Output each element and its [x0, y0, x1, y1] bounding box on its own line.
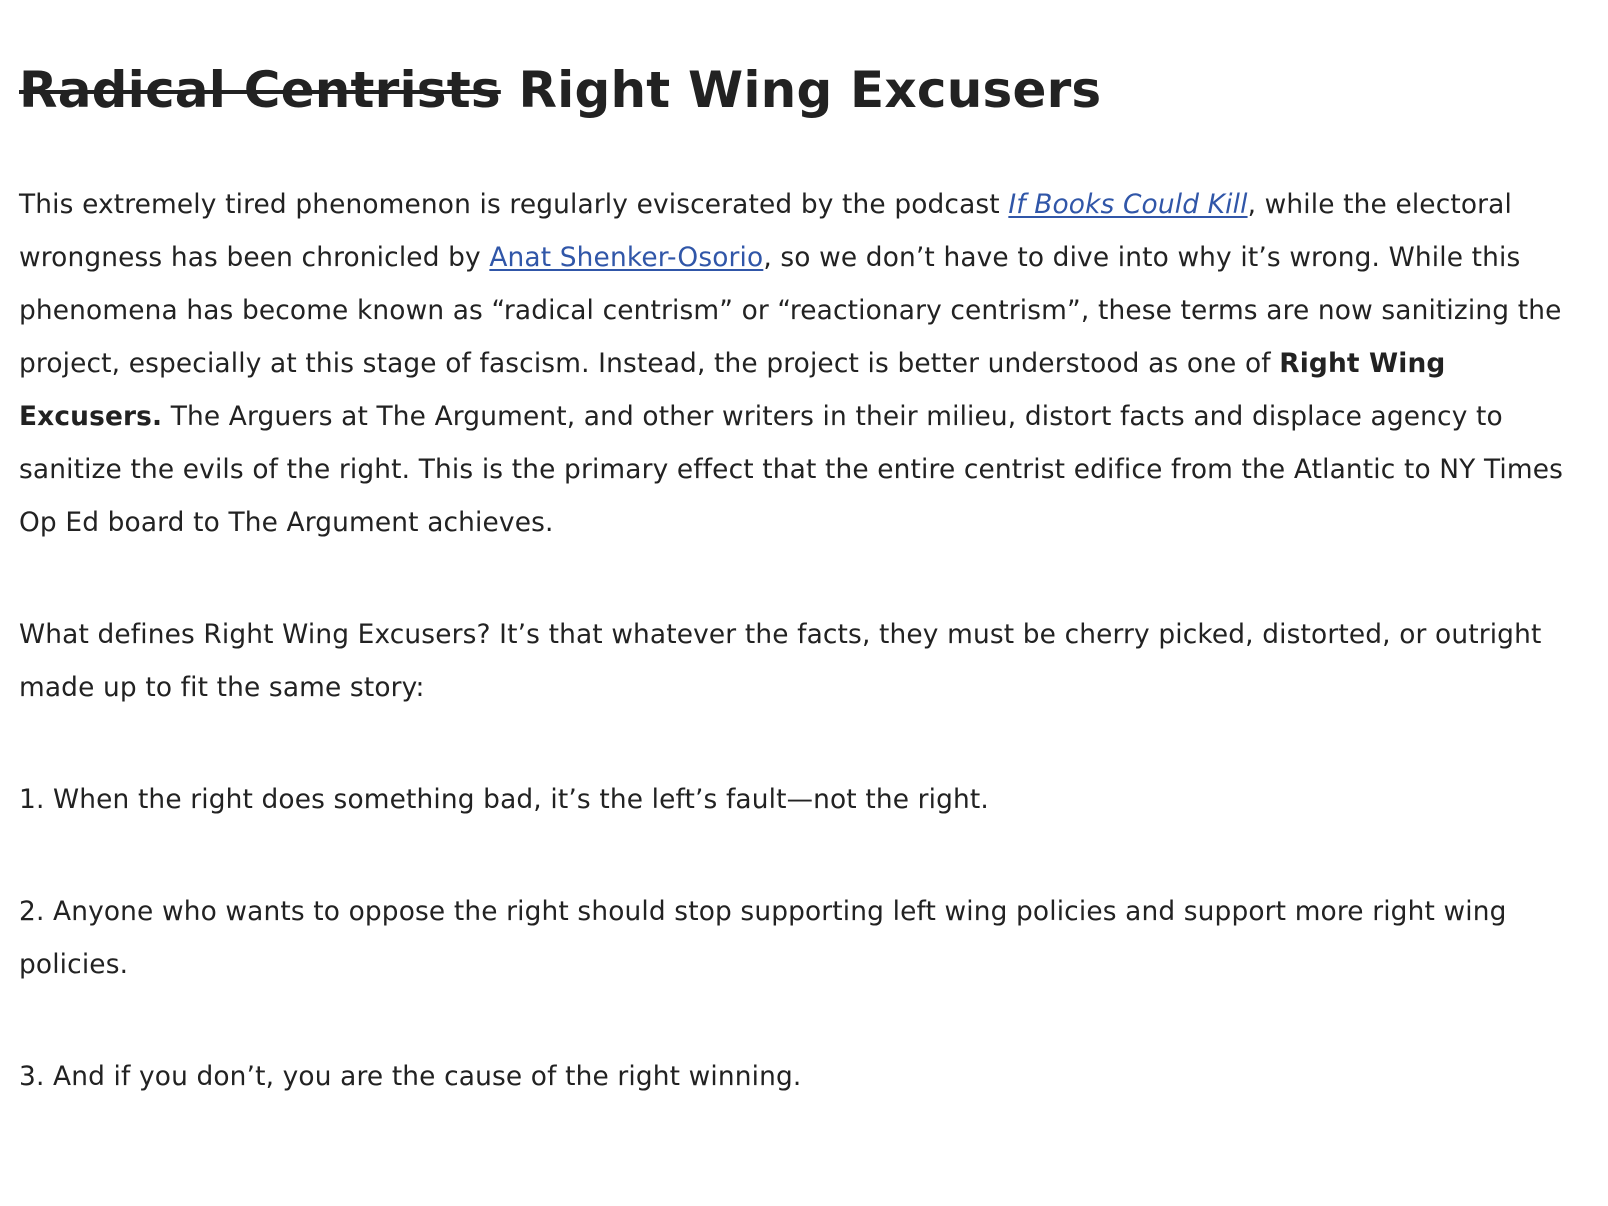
article-title: [19, 0, 1574, 122]
intro-paragraph: [19, 178, 1574, 549]
intro-text-4: The Arguers at The Argument, and other writers in their milieu, distort facts and displace agency to sanitize the evils of the right. This is the primary effect that the entire centrist edifice from the Atlantic to NY Times Op Ed board to The Argument achieves.: [19, 401, 1564, 538]
title-main-text: Right Wing Excusers: [518, 61, 1102, 119]
intro-bold-term: Right Wing Excusers.: [19, 348, 1446, 432]
article: [19, 0, 1574, 1103]
list-item: 1. When the right does something bad, it’s the left’s fault—not the right.: [19, 784, 989, 815]
intro-text-1: This extremely tired phenomenon is regularly eviscerated by the podcast: [19, 189, 1009, 220]
definition-paragraph: What defines Right Wing Excusers? It’s that whatever the facts, they must be cherry picked, distorted, or outright made up to fit the same story:: [19, 619, 1542, 703]
title-struck-text: Radical Centrists: [19, 61, 501, 119]
list-item: 3. And if you don’t, you are the cause of the right winning.: [19, 1061, 802, 1092]
intro-text-3: , so we don’t have to dive into why it’s wrong. While this phenomena has become known as “radical centrism” or “reactionary centrism”, these terms are now sanitizing the project, especially at this stage of fascism. Instead, the project is better understood as one of: [19, 242, 1562, 379]
anat-shenker-osorio-link[interactable]: Anat Shenker-Osorio: [489, 242, 764, 273]
list-item: 2. Anyone who wants to oppose the right should stop supporting left wing policies and support more right wing policies.: [19, 896, 1507, 980]
intro-text-2: , while the electoral wrongness has been chronicled by: [19, 189, 1512, 273]
if-books-could-kill-link[interactable]: If Books Could Kill: [1008, 189, 1248, 220]
